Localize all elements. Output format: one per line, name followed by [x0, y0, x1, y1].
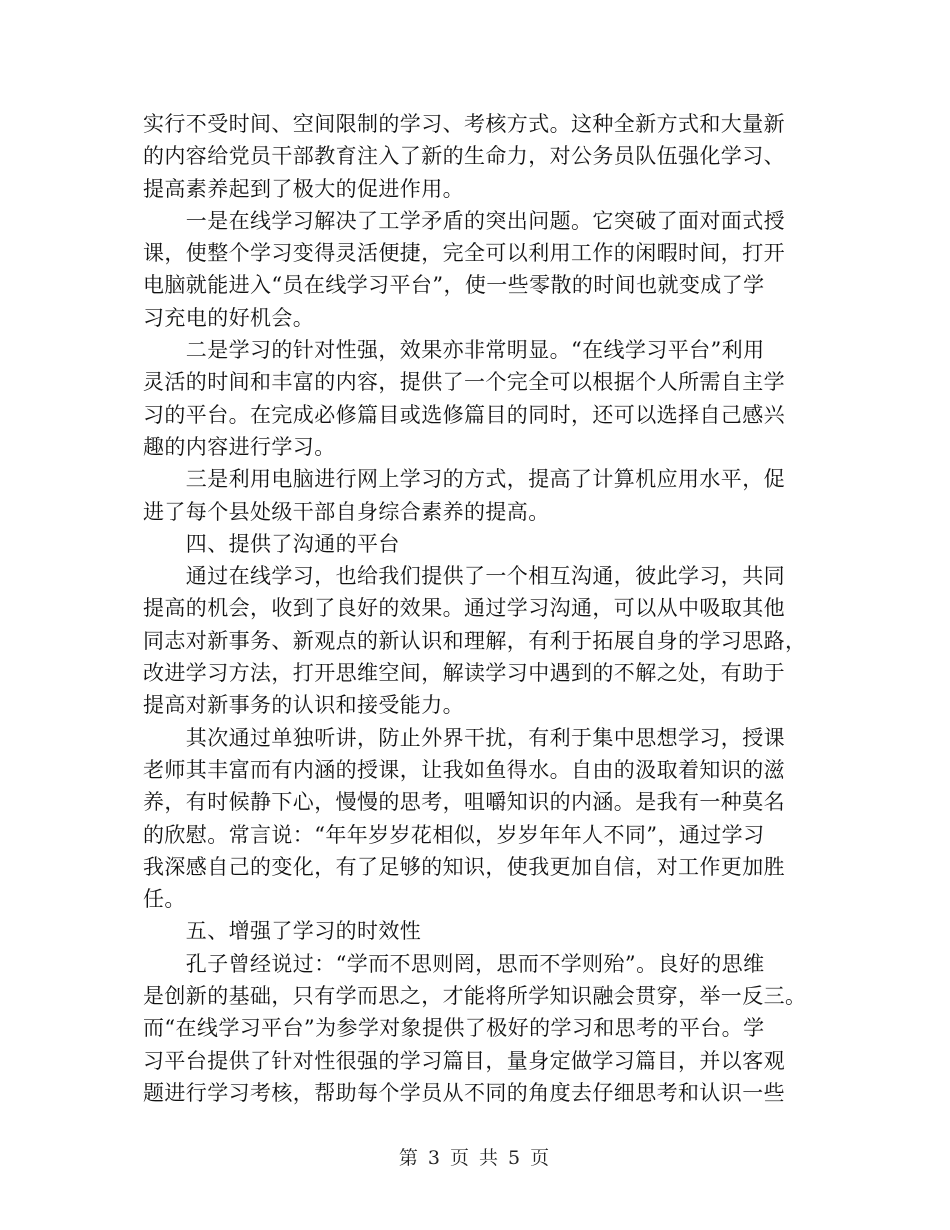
text-line: 习平台提供了针对性很强的学习篇目，量身定做学习篇目，并以客观 [143, 1048, 785, 1073]
paragraph [143, 205, 803, 334]
text-line: 提高对新事务的认识和接受能力。 [143, 693, 464, 718]
paragraph [143, 108, 803, 205]
page-footer: 第 3 页 共 5 页 [398, 1147, 552, 1169]
text-line: 改进学习方法，打开思维空间，解读学习中遇到的不解之处，有助于 [143, 661, 785, 686]
paragraph [143, 334, 803, 463]
text-line: 五、增强了学习的时效性 [143, 919, 422, 944]
text-line: 提高的机会，收到了良好的效果。通过学习沟通，可以从中吸取其他 [143, 596, 785, 621]
text-line: 习的平台。在完成必修篇目或选修篇目的同时，还可以选择自己感兴 [143, 402, 785, 427]
text-line: 四、提供了沟通的平台 [143, 531, 400, 556]
text-line: 是创新的基础，只有学而思之，才能将所学知识融会贯穿，举一反三。 [143, 984, 807, 1009]
paragraph [143, 948, 807, 1109]
paragraph [143, 560, 807, 721]
text-line: 三是利用电脑进行网上学习的方式，提高了计算机应用水平，促 [143, 467, 785, 492]
paragraph [143, 722, 803, 916]
text-line: 灵活的时间和丰富的内容，提供了一个完全可以根据个人所需自主学 [143, 370, 785, 395]
text-line: 孔子曾经说过：“学而不思则罔，思而不学则殆”。良好的思维 [143, 951, 765, 976]
text-line: 的内容给党员干部教育注入了新的生命力，对公务员队伍强化学习、 [143, 144, 785, 169]
text-line: 同志对新事务、新观点的新认识和理解，有利于拓展自身的学习思路， [143, 628, 807, 653]
text-line: 老师其丰富而有内涵的授课，让我如鱼得水。自由的汲取着知识的滋 [143, 757, 785, 782]
text-line: 课，使整个学习变得灵活便捷，完全可以利用工作的闲暇时间，打开 [143, 241, 785, 266]
paragraph [143, 915, 803, 947]
paragraph [143, 463, 803, 528]
text-line: 实行不受时间、空间限制的学习、考核方式。这种全新方式和大量新 [143, 112, 785, 136]
text-line: 提高素养起到了极大的促进作用。 [143, 176, 464, 201]
text-line: 进了每个县处级干部自身综合素养的提高。 [143, 499, 550, 524]
text-line: 习充电的好机会。 [143, 305, 315, 330]
text-line: 二是学习的针对性强，效果亦非常明显。“在线学习平台”利用 [143, 338, 765, 363]
text-line: 的欣慰。常言说：“年年岁岁花相似，岁岁年年人不同”，通过学习 [143, 822, 765, 847]
document-body [143, 108, 807, 1109]
text-line: 一是在线学习解决了工学矛盾的突出问题。它突破了面对面式授 [143, 208, 785, 233]
paragraph [143, 528, 803, 560]
text-line: 通过在线学习，也给我们提供了一个相互沟通，彼此学习，共同 [143, 564, 785, 589]
text-line: 题进行学习考核，帮助每个学员从不同的角度去仔细思考和认识一些 [143, 1080, 785, 1105]
text-line: 趣的内容进行学习。 [143, 434, 336, 459]
text-line: 任。 [143, 887, 186, 912]
text-line: 而“在线学习平台”为参学对象提供了极好的学习和思考的平台。学 [143, 1016, 765, 1041]
text-line: 养，有时候静下心，慢慢的思考，咀嚼知识的内涵。是我有一种莫名 [143, 790, 785, 815]
text-line: 电脑就能进入“员在线学习平台”，使一些零散的时间也就变成了学 [143, 273, 765, 298]
text-line: 其次通过单独听讲，防止外界干扰，有利于集中思想学习，授课 [143, 725, 785, 750]
text-line: 我深感自己的变化，有了足够的知识，使我更加自信，对工作更加胜 [143, 854, 785, 879]
